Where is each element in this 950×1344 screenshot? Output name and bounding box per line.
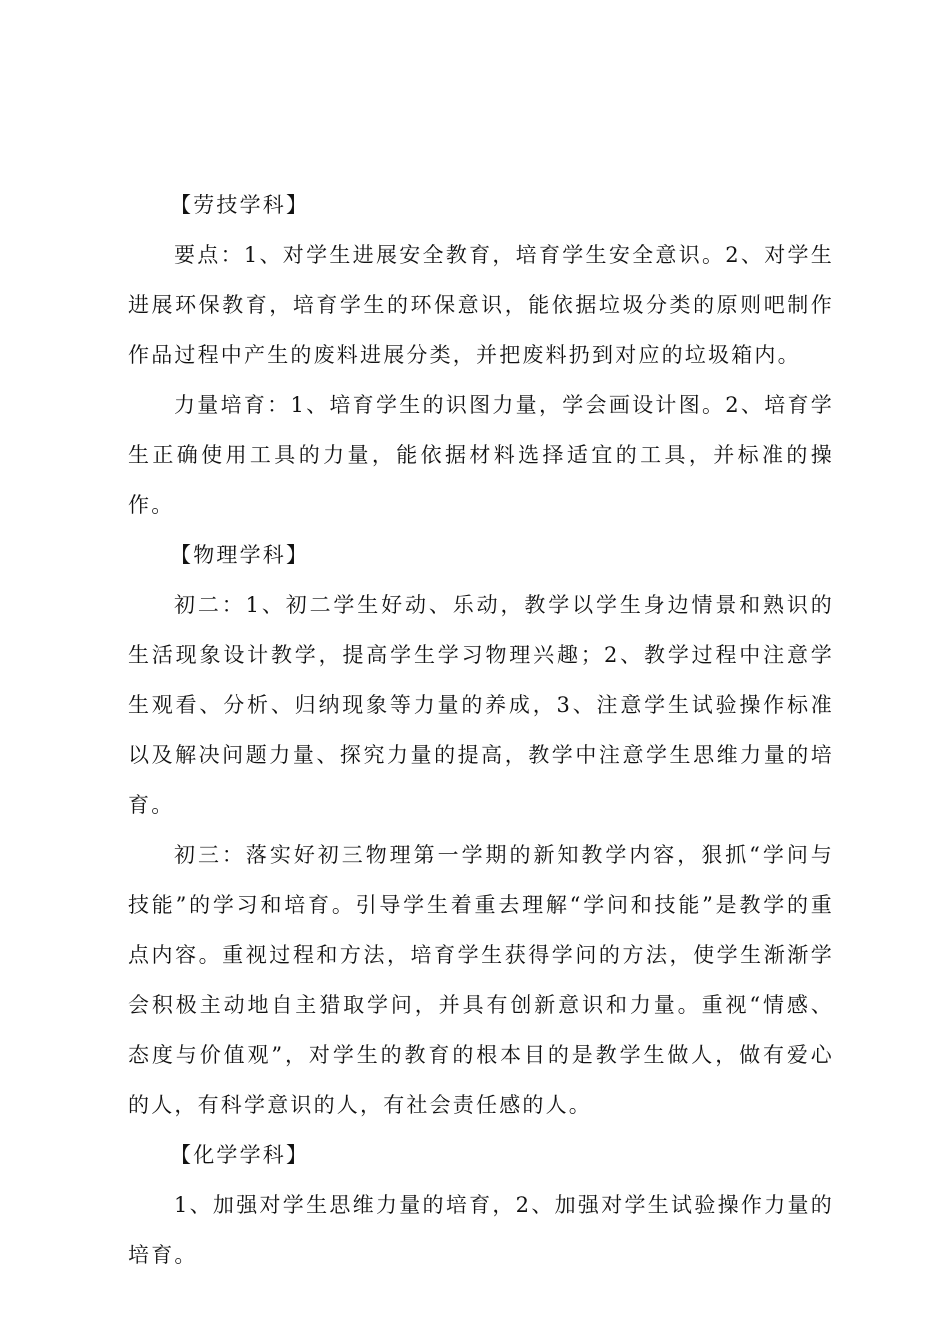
paragraph: 要点：1、对学生进展安全教育，培育学生安全意识。2、对学生进展环保教育，培育学生的环保意识，能依据垃圾分类的原则吧制作作品过程中产生的废料进展分类，并把废料扔到对应的垃圾箱内。 [128, 243, 834, 367]
paragraph: 1、加强对学生思维力量的培育，2、加强对学生试验操作力量的培育。 [128, 1193, 834, 1267]
document-page [128, 180, 834, 1280]
paragraph: 初三：落实好初三物理第一学期的新知教学内容，狠抓“学问与技能”的学习和培育。引导学生着重去理解“学问和技能”是教学的重点内容。重视过程和方法，培育学生获得学问的方法，使学生渐渐学会积极主动地自主猎取学问，并具有创新意识和力量。重视“情感、态度与价值观”，对学生的教育的根本目的是教学生做人，做有爱心的人，有科学意识的人，有社会责任感的人。 [128, 843, 834, 1117]
section-physics [128, 530, 834, 1130]
section-heading: 【化学学科】 [170, 1143, 310, 1167]
section-chemistry [128, 1130, 834, 1280]
section-heading: 【物理学科】 [170, 543, 310, 567]
section-heading: 【劳技学科】 [170, 193, 310, 217]
section-labor-tech [128, 180, 834, 530]
paragraph: 力量培育：1、培育学生的识图力量，学会画设计图。2、培育学生正确使用工具的力量，能依据材料选择适宜的工具，并标准的操作。 [128, 393, 834, 517]
paragraph: 初二：1、初二学生好动、乐动，教学以学生身边情景和熟识的生活现象设计教学，提高学生学习物理兴趣；2、教学过程中注意学生观看、分析、归纳现象等力量的养成，3、注意学生试验操作标准以及解决问题力量、探究力量的提高，教学中注意学生思维力量的培育。 [128, 593, 834, 817]
